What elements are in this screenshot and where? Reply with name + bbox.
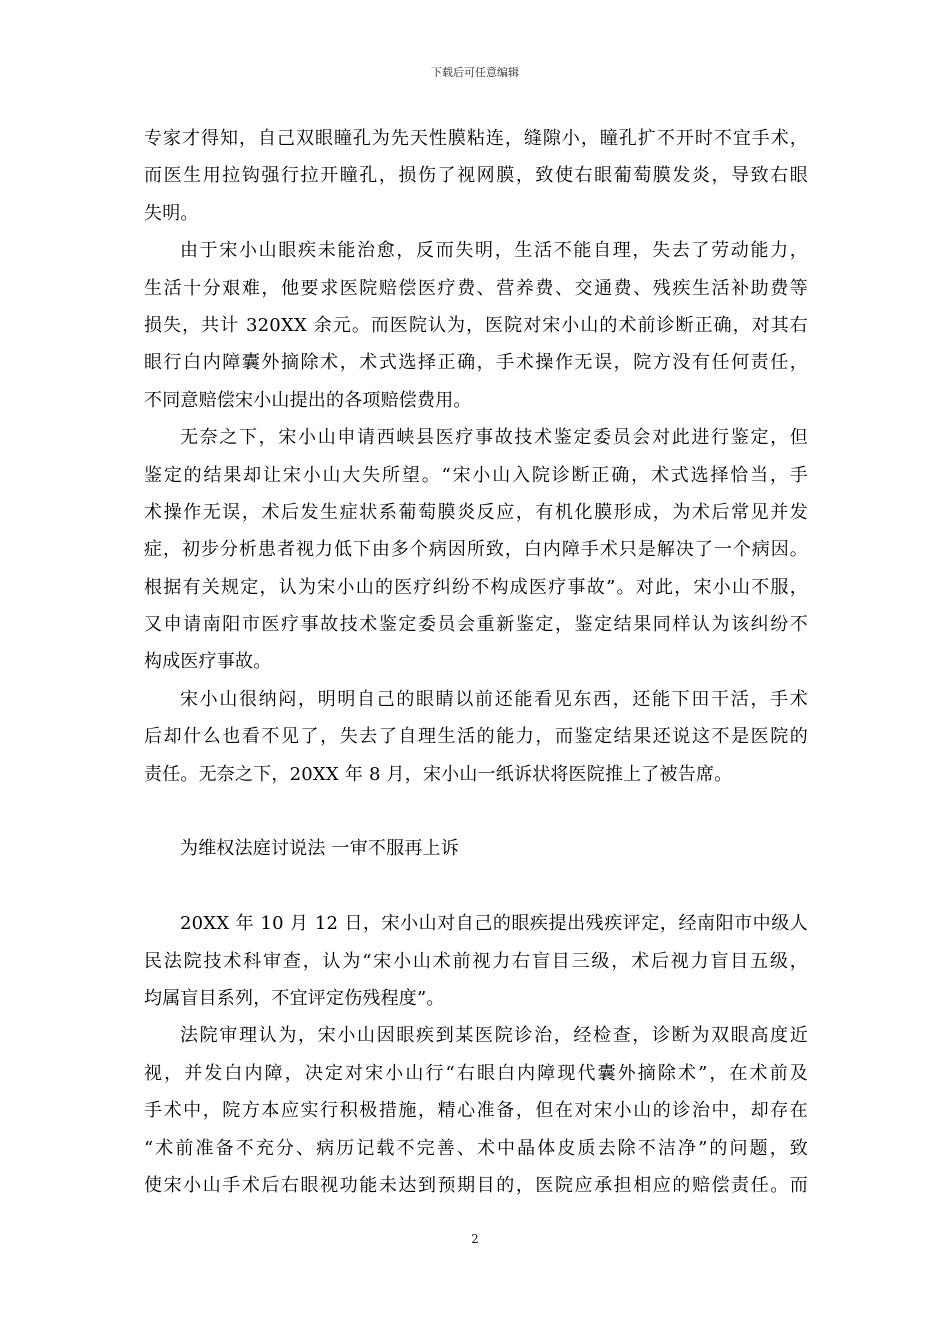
text-line: 由于宋小山眼疾未能治愈，反而失明，生活不能自理，失去了劳动能力，: [180, 240, 808, 262]
text-line: 损失，共计 320XX 余元。而医院认为，医院对宋小山的术前诊断正确，对其右: [144, 314, 808, 336]
document-body: [144, 120, 808, 1204]
page-number: 2: [471, 1232, 479, 1246]
text-line: 症，初步分析患者视力低下由多个病因所致，白内障手术只是解决了一个病因。: [144, 539, 808, 561]
text-line: 法院审理认为，宋小山因眼疾到某医院诊治，经检查，诊断为双眼高度近: [180, 1025, 808, 1047]
text-line: 专家才得知，自己双眼瞳孔为先天性膜粘连，缝隙小，瞳孔扩不开时不宜手术，: [144, 128, 808, 149]
text-line: 术操作无误，术后发生症状系葡萄膜炎反应，有机化膜形成，为术后常见并发: [144, 501, 808, 523]
paragraph-gap: [144, 868, 808, 905]
text-line: 失明。: [144, 202, 199, 224]
text-line: 使宋小山手术后右眼视功能未达到预期目的，医院应承担相应的赔偿责任。而: [144, 1174, 808, 1196]
text-line: 均属盲目系列，不宜评定伤残程度”。: [144, 987, 445, 1009]
text-line: 责任。无奈之下，20XX 年 8 月，宋小山一纸诉状将医院推上了被告席。: [144, 763, 733, 785]
text-line: 眼行白内障囊外摘除术，术式选择正确，手术操作无误，院方没有任何责任，: [144, 352, 808, 374]
text-line: 无奈之下，宋小山申请西峡县医疗事故技术鉴定委员会对此进行鉴定，但: [180, 427, 808, 449]
text-line: 构成医疗事故。: [144, 651, 272, 673]
text-line: 根据有关规定，认为宋小山的医疗纠纷不构成医疗事故”。对此，宋小山不服，: [144, 576, 808, 598]
text-line: 手术中，院方本应实行积极措施，精心准备，但在对宋小山的诊治中，却存在: [144, 1100, 808, 1122]
text-line: 后却什么也看不见了，失去了自理生活的能力，而鉴定结果还说这不是医院的: [144, 726, 808, 748]
text-line: 宋小山很纳闷，明明自己的眼睛以前还能看见东西，还能下田干活，手术: [180, 688, 808, 710]
text-line: 民法院技术科审查，认为“宋小山术前视力右盲目三级，术后视力盲目五级，: [144, 950, 808, 972]
text-line: 视，并发白内障，决定对宋小山行“右眼白内障现代囊外摘除术”，在术前及: [144, 1062, 808, 1084]
text-line: 20XX 年 10 月 12 日，宋小山对自己的眼疾提出残疾评定，经南阳市中级人: [180, 913, 808, 935]
page-header: 下载后可任意编辑: [431, 66, 519, 79]
text-line: 鉴定的结果却让宋小山大失所望。“宋小山入院诊断正确，术式选择恰当，手: [144, 464, 808, 486]
text-line: 生活十分艰难，他要求医院赔偿医疗费、营养费、交通费、残疾生活补助费等: [144, 277, 808, 299]
text-line: 而医生用拉钩强行拉开瞳孔，损伤了视网膜，致使右眼葡萄膜发炎，导致右眼: [144, 165, 808, 187]
text-line: 又申请南阳市医疗事故技术鉴定委员会重新鉴定，鉴定结果同样认为该纠纷不: [144, 614, 808, 636]
section-heading: 为维权法庭讨说法 一审不服再上诉: [180, 838, 459, 860]
text-line: “术前准备不充分、病历记载不完善、术中晶体皮质去除不洁净”的问题，致: [144, 1137, 808, 1159]
text-line: 不同意赔偿宋小山提出的各项赔偿费用。: [144, 389, 472, 411]
paragraph-gap: [144, 793, 808, 830]
